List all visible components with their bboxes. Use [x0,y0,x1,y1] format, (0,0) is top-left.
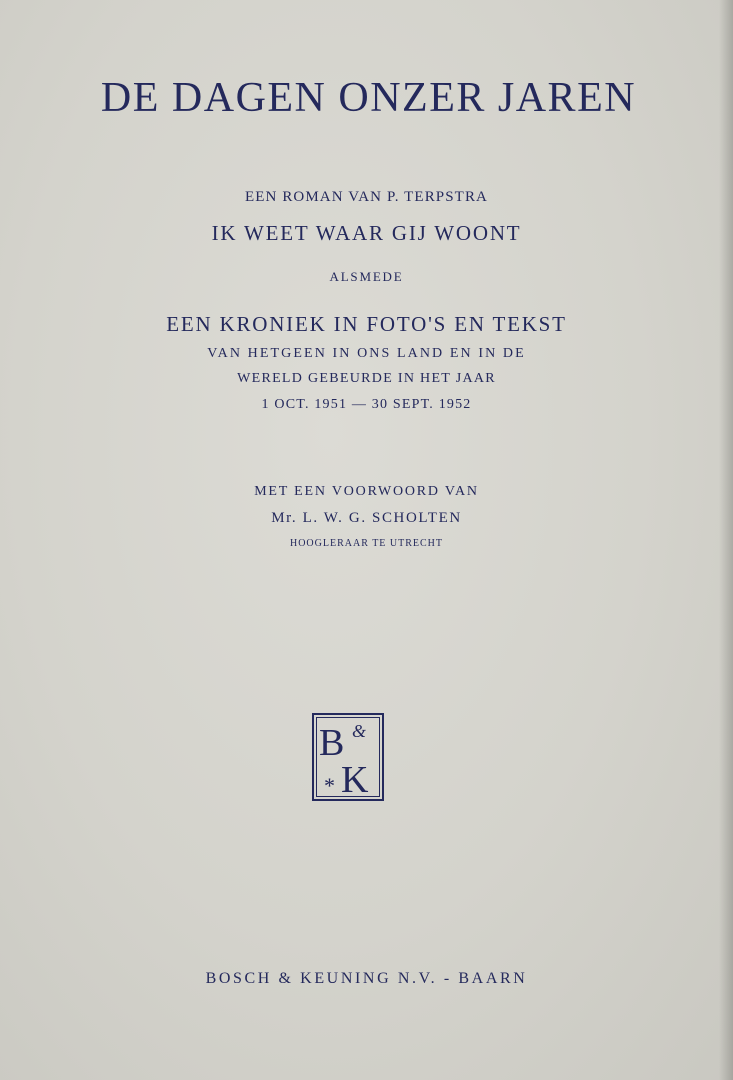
foreword-author-role: HOOGLERAAR TE UTRECHT [289,538,444,549]
page-edge-shadow [719,0,733,1080]
publisher-logo-icon [312,713,384,801]
foreword-author: Mr. L. W. G. SCHOLTEN [271,510,462,526]
book-title: DE DAGEN ONZER JAREN [100,75,637,121]
chronicle-description-line-1: VAN HETGEEN IN ONS LAND EN IN DE [207,346,526,361]
logo-asterisk: * [324,773,335,798]
logo-ampersand: & [352,721,367,741]
connector-text: ALSMEDE [329,269,404,284]
chronicle-description-line-2: WERELD GEBEURDE IN HET JAAR [237,371,496,386]
chronicle-period: 1 OCT. 1951 — 30 SEPT. 1952 [261,397,472,412]
publisher-imprint: BOSCH & KEUNING N.V. - BAARN [205,970,528,987]
foreword-intro: MET EEN VOORWOORD VAN [254,484,479,499]
novel-title: IK WEET WAAR GIJ WOONT [211,221,522,245]
logo-letter-b: B [319,722,345,764]
logo-letter-k: K [341,759,369,801]
novel-byline: EEN ROMAN VAN P. TERPSTRA [245,189,488,205]
chronicle-title: EEN KRONIEK IN FOTO'S EN TEKST [166,312,567,336]
